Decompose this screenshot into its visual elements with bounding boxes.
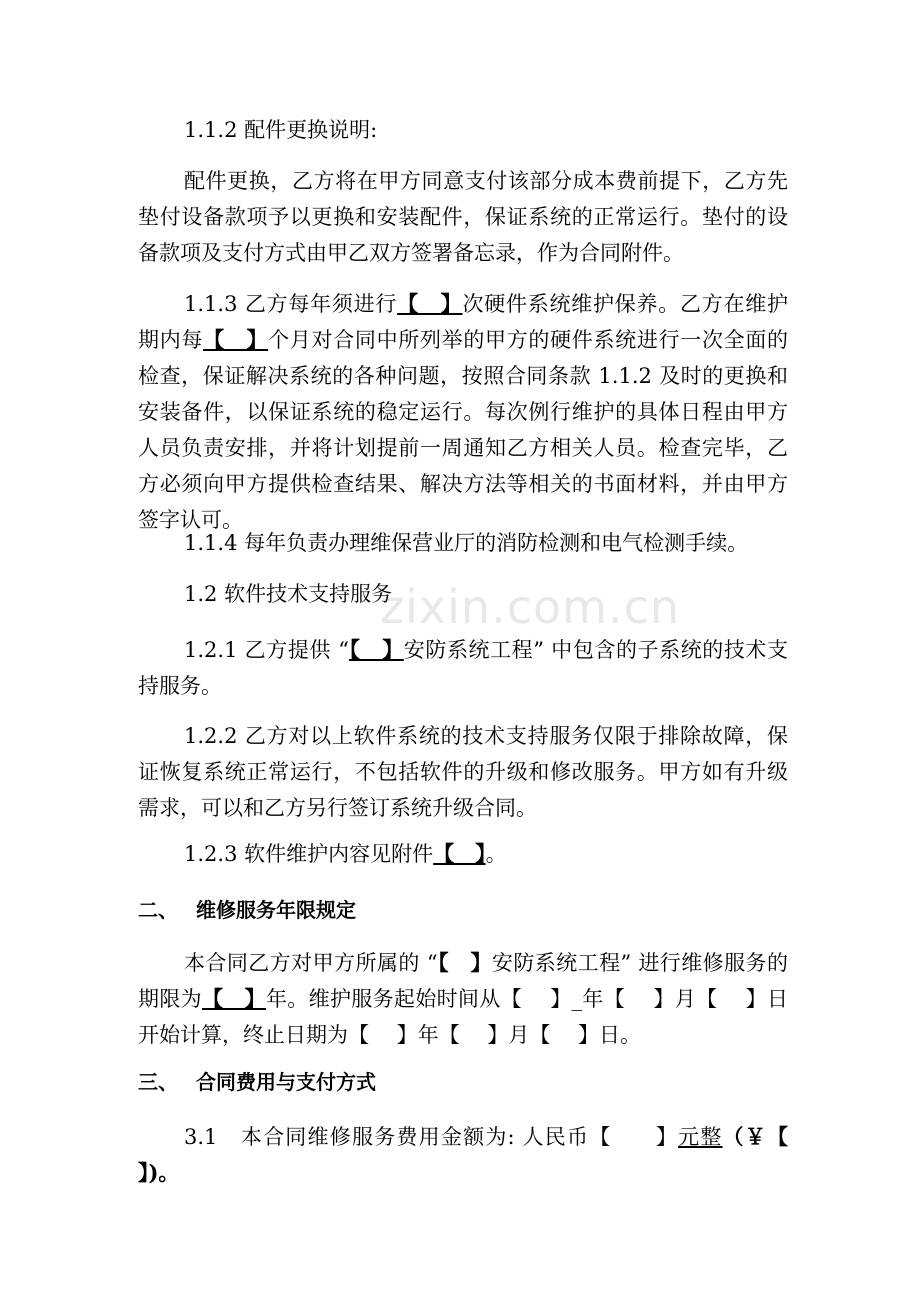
section-1-1-3-text-2: 次硬件系统维护保养。乙方在维护期内每 [138,292,789,352]
section-1-2-3-text-1: 1.2.3 软件维护内容见附件 [184,842,434,866]
blank-field: 【 】 [203,327,269,352]
section-1-1-3 [138,286,788,538]
paragraph-parts-replacement: 配件更换，乙方将在甲方同意支付该部分成本费前提下，乙方先垫付设备款项予以更换和安装配件，保证系统的正常运行。垫付的设备款项及支付方式由甲乙双方签署备忘录，作为合同附件。 [138,169,788,265]
section-3-1 [138,1119,817,1191]
heading-3-number: 三、 [138,1070,178,1094]
amount-unit: 元整 [678,1125,723,1149]
section-1-1-3-text-3: 个月对合同中所列举的甲方的硬件系统进行一次全面的检查，保证解决系统的各种问题，按照合同条款 1.1.2 及时的更换和安装备件，以保证系统的稳定运行。每次例行维护的具体日程由甲方人员负责安排，并将计划提前一周通知乙方相关人员。检查完毕，乙方必须向甲方提供检查结果、解决方法等相关的书面材料，并由甲方签字认可。 [138,328,789,532]
heading-3-text: 合同费用与支付方式 [196,1070,376,1094]
blank-field: 【 】 [437,950,492,975]
section-3-1-text-2: （￥【 】)。 [138,1124,817,1185]
heading-2 [138,892,788,928]
blank-field: 【 】 [433,841,486,866]
heading-2-text: 维修服务年限规定 [196,898,356,922]
section-3-1-text-1: 3.1 本合同维修服务费用金额为: 人民币【 】 [184,1125,679,1149]
section-1-1-2-title: 1.1.2 配件更换说明: [184,118,378,142]
blank-field: 【 】 [397,291,463,316]
section-1-2-3-text-2: 。 [485,842,507,866]
service-term-text-2: 安防系统工程” 进行维修服务的期限为 [138,951,788,1011]
watermark: zixin.com.cn [380,580,681,634]
section-1-2-2: 1.2.2 乙方对以上软件系统的技术支持服务仅限于排除故障，保证恢复系统正常运行，不包括软件的升级和修改服务。甲方如有升级需求，可以和乙方另行签订系统升级合同。 [138,724,788,820]
section-1-2-1 [138,632,788,704]
section-1-1-3-text-1: 1.1.3 乙方每年须进行 [184,292,398,316]
section-1-2-1-text-1: 1.2.1 乙方提供 “ [184,638,349,662]
section-1-2-3 [138,836,788,872]
service-term-text-3: 年。维护服务起始时间从【 】_年【 】月【 】日开始计算，终止日期为【 】年【 】月【 】日。 [138,987,788,1047]
service-term-text-1: 本合同乙方对甲方所属的 “ [184,951,438,975]
section-1-2-1-text-2: 安防系统工程” 中包含的子系统的技术支持服务。 [138,638,788,698]
heading-3 [138,1064,788,1100]
blank-field: 【 】 [201,986,266,1011]
section-1-2-title: 1.2 软件技术支持服务 [184,582,393,606]
blank-field: 【 】 [348,637,404,662]
heading-2-number: 二、 [138,898,178,922]
section-1-1-4: 1.1.4 每年负责办理维保营业厅的消防检测和电气检测手续。 [184,531,749,555]
paragraph-service-term [138,945,788,1053]
